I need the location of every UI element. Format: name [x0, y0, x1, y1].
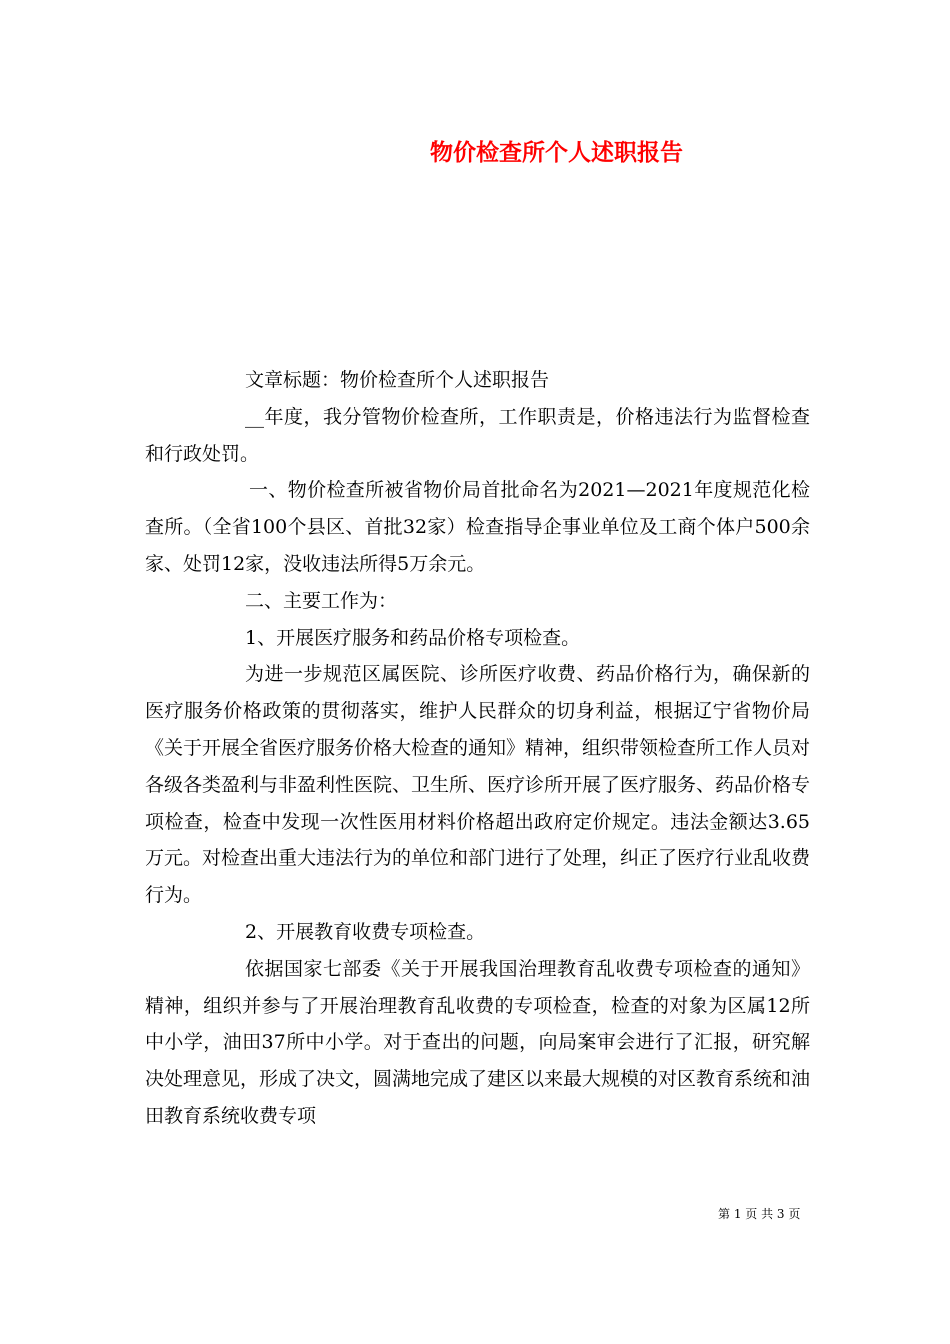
paragraph-item-one-heading: 1、开展医疗服务和药品价格专项检查。	[245, 626, 581, 649]
paragraph-item-two-body: 依据国家七部委《关于开展我国治理教育乱收费专项检查的通知》精神，组织并参与了开展治理教育乱收费的专项检查，检查的对象为区属12所中小学，油田37所中小学。对于查出的问题，向局案审会进行了汇报，研究解决处理意见，形成了决文，圆满地完成了建区以来最大规模的对区教育系统和油田教育系统收费专项	[145, 957, 811, 1127]
paragraph-item-one-body: 为进一步规范区属医院、诊所医疗收费、药品价格行为，确保新的医疗服务价格政策的贯彻落实，维护人民群众的切身利益，根据辽宁省物价局《关于开展全省医疗服务价格大检查的通知》精神，组织带领检查所工作人员对各级各类盈利与非盈利性医院、卫生所、医疗诊所开展了医疗服务、药品价格专项检查，检查中发现一次性医用材料价格超出政府定价规定。违法金额达3.65万元。对检查出重大违法行为的单位和部门进行了处理，纠正了医疗行业乱收费行为。	[145, 663, 811, 907]
page-number-footer: 第 1 页 共 3 页	[718, 1207, 801, 1221]
paragraph-intro: __年度，我分管物价检查所，工作职责是，价格违法行为监督检查和行政处罚。	[145, 405, 810, 465]
paragraph-article-title: 文章标题：物价检查所个人述职报告	[245, 369, 550, 391]
paragraph-section-one: 一、物价检查所被省物价局首批命名为2021—2021年度规范化检查所。（全省100个县区、首批32家）检查指导企事业单位及工商个体户500余家、处罚12家，没收违法所得5万余元。	[145, 479, 810, 575]
document-body	[145, 362, 810, 1135]
page-title: 物价检查所个人述职报告	[430, 139, 683, 166]
paragraph-item-two-heading: 2、开展教育收费专项检查。	[245, 920, 486, 943]
paragraph-section-two-heading: 二、主要工作为：	[245, 589, 398, 612]
